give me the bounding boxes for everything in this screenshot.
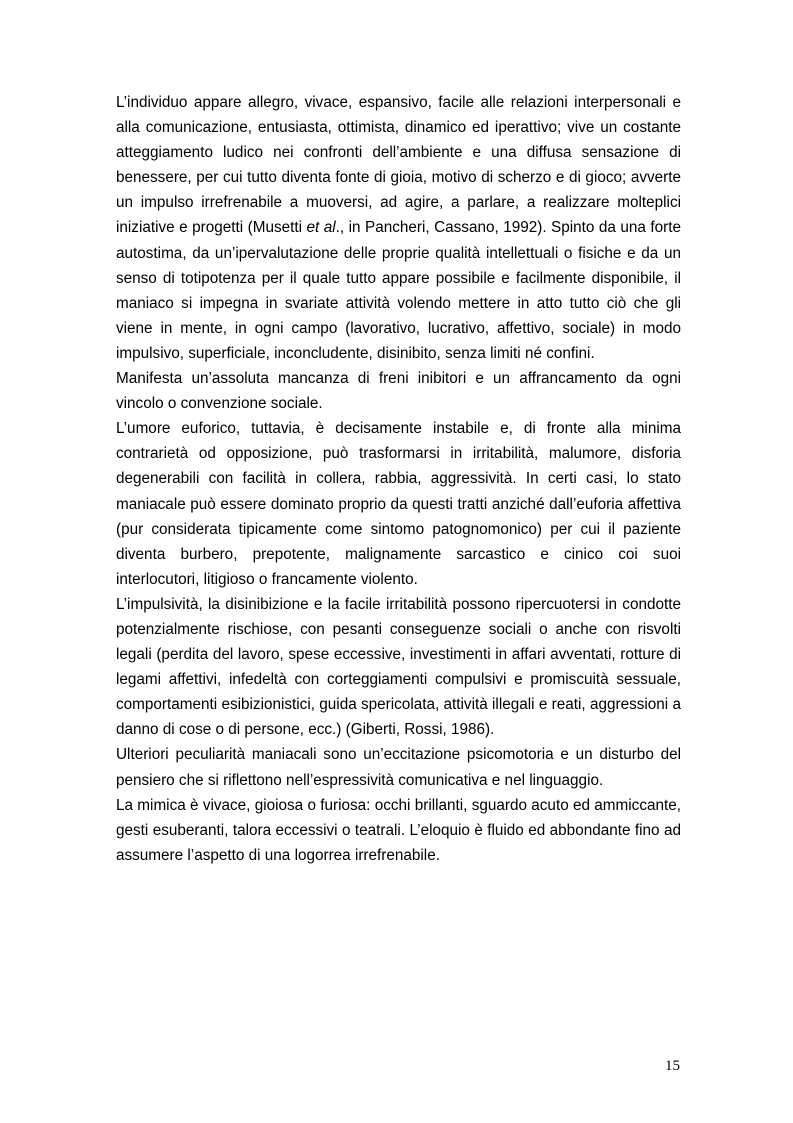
italic-text: et al — [306, 219, 336, 237]
paragraph: L’impulsività, la disinibizione e la facile irritabilità possono ripercuotersi in condotte potenzialmente rischiose, con pesanti conseguenze sociali o anche con risvolti legali (perdita del lavoro, spese eccessive, investimenti in affari avventati, rotture di legami affettivi, infedeltà con corteggiamenti compulsivi e promiscuità sessuale, comportamenti esibizionistici, guida spericolata, attività illegali e reati, aggressioni a danno di cose o di persone, ecc.) (Giberti, Rossi, 1986). — [116, 595, 681, 739]
paragraph-text: ., in Pancheri, Cassano, 1992). Spinto da una forte autostima, da un’ipervalutazione delle proprie qualità intellettuali o fisiche e da un senso di totipotenza per il quale tutto appare possibile e facilmente disponibile, il maniaco si impegna in svariate attività volendo mettere in atto tutto ciò che gli viene in mente, in ogni campo (lavorativo, lucrativo, affettivo, sociale) in modo impulsivo, superficiale, inconcludente, disinibito, senza limiti né confini. — [116, 219, 681, 362]
body-text — [116, 90, 681, 868]
paragraph: La mimica è vivace, gioiosa o furiosa: occhi brillanti, sguardo acuto ed ammiccante, gesti esuberanti, talora eccessivi o teatrali. L’eloquio è fluido ed abbondante fino ad assumere l’aspetto di una logorrea irrefrenabile. — [116, 796, 681, 864]
paragraph: Manifesta un’assoluta mancanza di freni inibitori e un affrancamento da ogni vincolo o convenzione sociale. — [116, 370, 681, 413]
paragraph — [116, 90, 681, 366]
page-number: 15 — [665, 1058, 680, 1074]
paragraph-text: L’individuo appare allegro, vivace, espansivo, facile alle relazioni interpersonali e alla comunicazione, entusiasta, ottimista, dinamico ed iperattivo; vive un costante atteggiamento ludico nei confronti dell’ambiente e una diffusa sensazione di benessere, per cui tutto diventa fonte di gioia, motivo di scherzo e di gioco; avverte un impulso irrefrenabile a muoversi, ad agire, a parlare, a realizzare molteplici iniziative e progetti (Musetti — [116, 94, 681, 237]
paragraph: Ulteriori peculiarità maniacali sono un’eccitazione psicomotoria e un disturbo del pensiero che si riflettono nell’espressività comunicativa e nel linguaggio. — [116, 746, 681, 789]
paragraph: L’umore euforico, tuttavia, è decisamente instabile e, di fronte alla minima contrarietà od opposizione, può trasformarsi in irritabilità, malumore, disforia degenerabili con facilità in collera, rabbia, aggressività. In certi casi, lo stato maniacale può essere dominato proprio da questi tratti anziché dall’euforia affettiva (pur considerata tipicamente come sintomo patognomonico) per cui il paziente diventa burbero, prepotente, malignamente sarcastico e cinico coi suoi interlocutori, litigioso o francamente violento. — [116, 420, 681, 588]
